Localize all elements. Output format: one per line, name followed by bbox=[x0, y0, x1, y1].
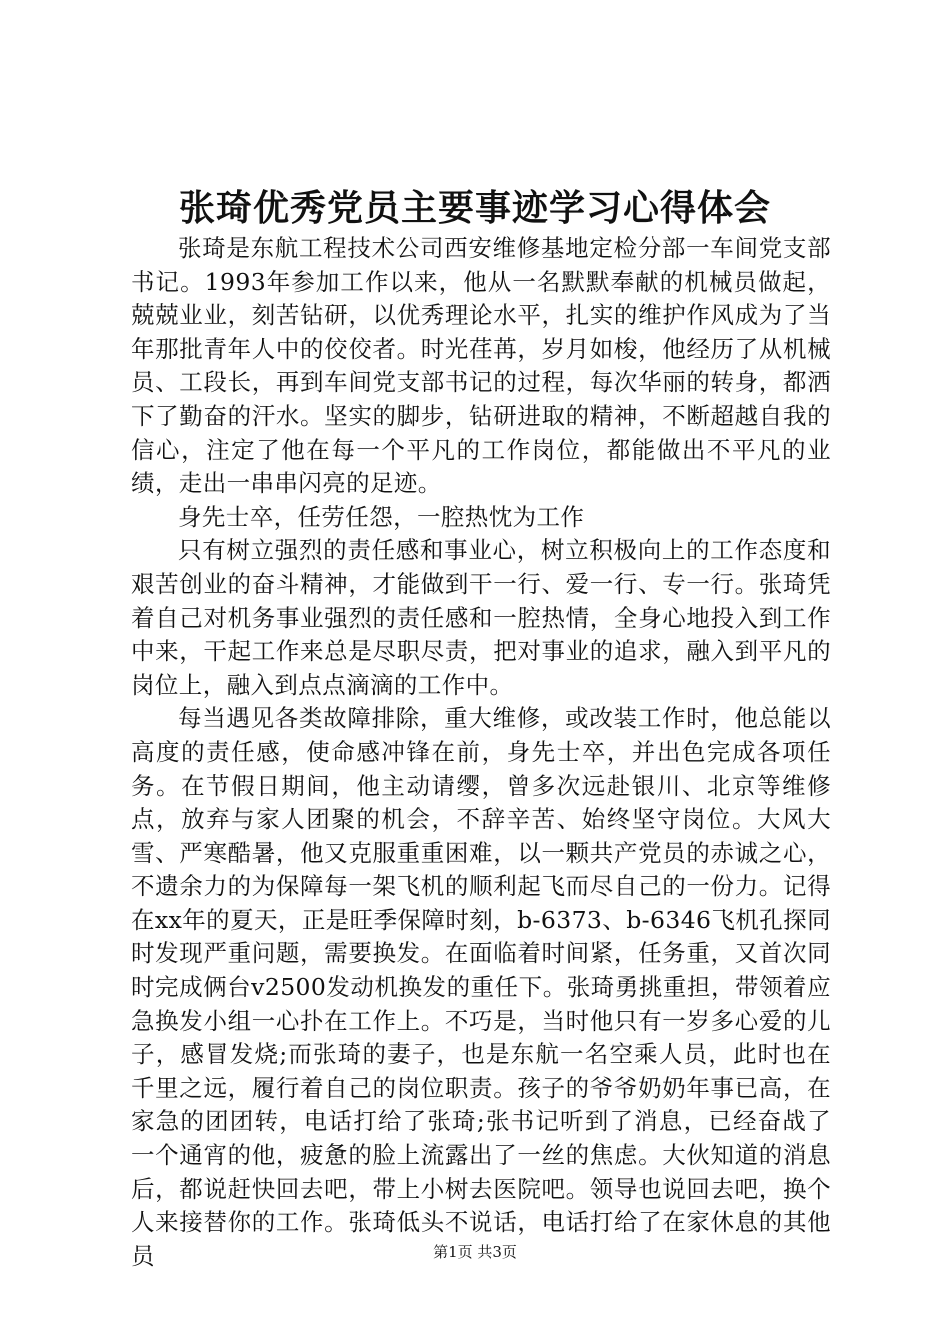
document-body bbox=[131, 232, 831, 1273]
section-heading: 身先士卒，任劳任怨，一腔热忱为工作 bbox=[178, 502, 585, 531]
paragraph-responsibility: 只有树立强烈的责任感和事业心，树立积极向上的工作态度和艰苦创业的奋斗精神，才能做到干一行、爱一行、专一行。张琦凭着自己对机务事业强烈的责任感和一腔热情，全身心地投入到工作中来，干起工作来总是尽职尽责，把对事业的追求，融入到平凡的岗位上，融入到点点滴滴的工作中。 bbox=[131, 536, 831, 699]
page-footer: 第1页 共3页 bbox=[433, 1243, 517, 1261]
document-title: 张琦优秀党员主要事迹学习心得体会 bbox=[178, 187, 771, 229]
paragraph-intro: 张琦是东航工程技术公司西安维修基地定检分部一车间党支部书记。1993年参加工作以来，他从一名默默奉献的机械员做起，兢兢业业，刻苦钻研，以优秀理论水平，扎实的维护作风成为了当年那批青年人中的佼佼者。时光荏苒，岁月如梭，他经历了从机械员、工段长，再到车间党支部书记的过程，每次华丽的转身，都洒下了勤奋的汗水。坚实的脚步，钻研进取的精神，不断超越自我的信心，注定了他在每一个平凡的工作岗位，都能做出不平凡的业绩，走出一串串闪亮的足迹。 bbox=[131, 234, 831, 498]
paragraph-story: 每当遇见各类故障排除，重大维修，或改装工作时，他总能以高度的责任感，使命感冲锋在前，身先士卒，并出色完成各项任务。在节假日期间，他主动请缨，曾多次远赴银川、北京等维修点，放弃与家人团聚的机会，不辞辛苦、始终坚守岗位。大风大雪、严寒酷暑，他又克服重重困难，以一颗共产党员的赤诚之心，不遗余力的为保障每一架飞机的顺利起飞而尽自己的一份力。记得在xx年的夏天，正是旺季保障时刻，b-6373、b-6346飞机孔探同时发现严重问题，需要换发。在面临着时间紧，任务重，又首次同时完成俩台v2500发动机换发的重任下。张琦勇挑重担，带领着应急换发小组一心扑在工作上。不巧是，当时他只有一岁多心爱的儿子，感冒发烧;而张琦的妻子，也是东航一名空乘人员，此时也在千里之远，履行着自己的岗位职责。孩子的爷爷奶奶年事已高，在家急的团团转，电话打给了张琦;张书记听到了消息，已经奋战了一个通宵的他，疲惫的脸上流露出了一丝的焦虑。大伙知道的消息后，都说赶快回去吧，带上小树去医院吧。领导也说回去吧，换个人来接替你的工作。张琦低头不说话，电话打给了在家休息的其他员 bbox=[131, 704, 831, 1270]
